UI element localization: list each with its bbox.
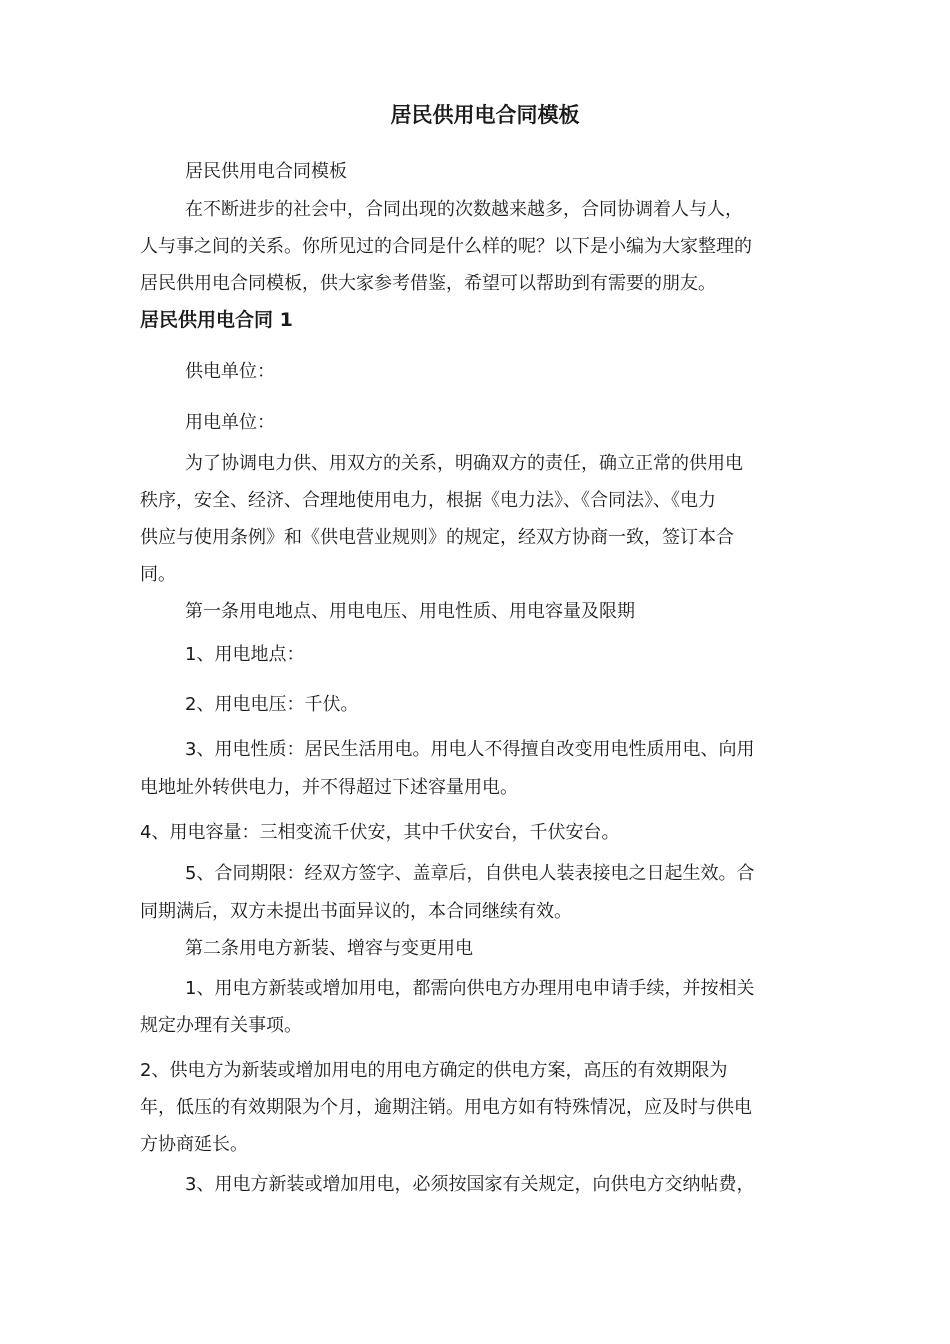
article-title: 第二条用电方新装、增容与变更用电 bbox=[185, 938, 473, 959]
preamble-line: 同。 bbox=[140, 564, 176, 585]
clause-item: 2、供电方为新装或增加用电的用电方确定的供电方案，高压的有效期限为 bbox=[140, 1060, 728, 1081]
clause-item: 5、合同期限：经双方签字、盖章后，自供电人装表接电之日起生效。合 bbox=[185, 863, 755, 884]
intro-subtitle: 居民供用电合同模板 bbox=[185, 161, 347, 182]
clause-item: 规定办理有关事项。 bbox=[140, 1015, 302, 1036]
clause-item: 电地址外转供电力，并不得超过下述容量用电。 bbox=[140, 777, 518, 798]
preamble-line: 供应与使用条例》和《供电营业规则》的规定，经双方协商一致，签订本合 bbox=[140, 527, 734, 548]
clause-item: 年，低压的有效期限为个月，逾期注销。用电方如有特殊情况，应及时与供电 bbox=[140, 1097, 752, 1118]
preamble-line: 为了协调电力供、用双方的关系，明确双方的责任，确立正常的供用电 bbox=[185, 453, 743, 474]
clause-item: 4、用电容量：三相变流千伏安，其中千伏安台，千伏安台。 bbox=[140, 822, 620, 843]
intro-line: 人与事之间的关系。你所见过的合同是什么样的呢？以下是小编为大家整理的 bbox=[140, 236, 752, 257]
clause-item: 2、用电电压：千伏。 bbox=[185, 694, 359, 715]
intro-line: 居民供用电合同模板，供大家参考借鉴，希望可以帮助到有需要的朋友。 bbox=[140, 273, 716, 294]
article-title: 第一条用电地点、用电电压、用电性质、用电容量及限期 bbox=[185, 601, 635, 622]
clause-item: 同期满后，双方未提出书面异议的，本合同继续有效。 bbox=[140, 901, 572, 922]
clause-item: 3、用电性质：居民生活用电。用电人不得擅自改变用电性质用电、向用 bbox=[185, 739, 755, 760]
page-title: 居民供用电合同模板 bbox=[390, 103, 580, 127]
preamble-line: 秩序，安全、经济、合理地使用电力，根据《电力法》、《合同法》、《电力 bbox=[140, 490, 716, 511]
user-field: 用电单位： bbox=[185, 412, 275, 433]
supplier-field: 供电单位： bbox=[185, 361, 275, 382]
clause-item: 1、用电方新装或增加用电，都需向供电方办理用电申请手续，并按相关 bbox=[185, 978, 755, 999]
clause-item: 方协商延长。 bbox=[140, 1134, 248, 1155]
intro-line: 在不断进步的社会中，合同出现的次数越来越多，合同协调着人与人， bbox=[185, 199, 743, 220]
section-heading: 居民供用电合同 1 bbox=[140, 309, 293, 331]
clause-item: 1、用电地点： bbox=[185, 644, 305, 665]
clause-item: 3、用电方新装或增加用电，必须按国家有关规定，向供电方交纳帖费， bbox=[185, 1174, 755, 1195]
